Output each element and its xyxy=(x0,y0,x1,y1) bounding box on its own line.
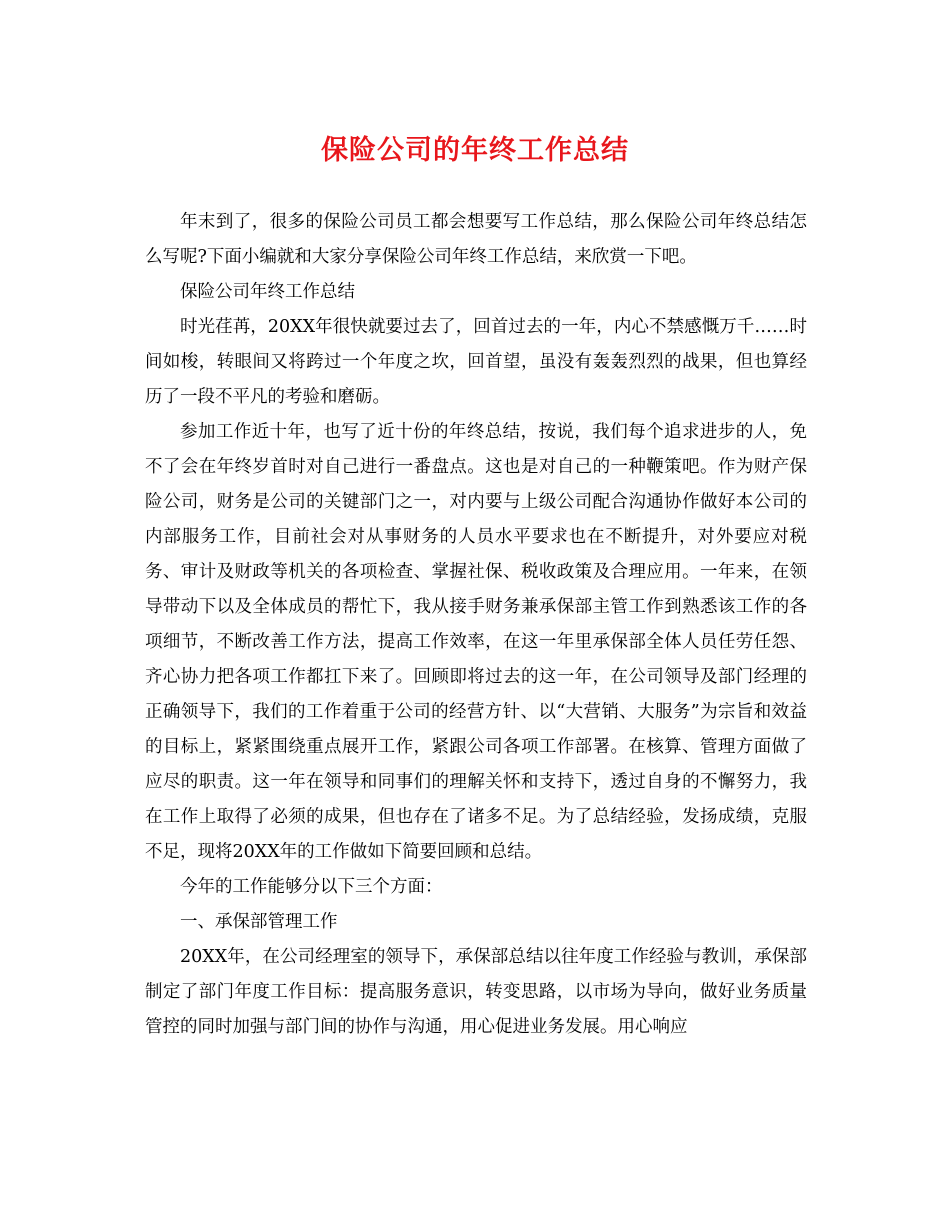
body-paragraph: 参加工作近十年，也写了近十份的年终总结，按说，我们每个追求进步的人，免不了会在年终岁首时对自己进行一番盘点。这也是对自己的一种鞭策吧。作为财产保险公司，财务是公司的关键部门之一，对内要与上级公司配合沟通协作做好本公司的内部服务工作，目前社会对从事财务的人员水平要求也在不断提升，对外要应对税务、审计及财政等机关的各项检查、掌握社保、税收政策及合理应用。一年来，在领导带动下以及全体成员的帮忙下，我从接手财务兼承保部主管工作到熟悉该工作的各项细节，不断改善工作方法，提高工作效率，在这一年里承保部全体人员任劳任怨、齐心协力把各项工作都扛下来了。回顾即将过去的这一年，在公司领导及部门经理的正确领导下，我们的工作着重于公司的经营方针、以“大营销、大服务”为宗旨和效益的目标上，紧紧围绕重点展开工作，紧跟公司各项工作部署。在核算、管理方面做了应尽的职责。这一年在领导和同事们的理解关怀和支持下，透过自身的不懈努力，我在工作上取得了必须的成果，但也存在了诸多不足。为了总结经验，发扬成绩，克服不足，现将20XX年的工作做如下简要回顾和总结。 xyxy=(145,422,807,862)
body-paragraph: 时光荏苒，20XX年很快就要过去了，回首过去的一年，内心不禁感慨万千……时间如梭，转眼间又将跨过一个年度之坎，回首望，虽没有轰轰烈烈的战果，但也算经历了一段不平凡的考验和磨砺。 xyxy=(145,317,807,407)
intro-paragraph: 年末到了，很多的保险公司员工都会想要写工作总结，那么保险公司年终总结怎么写呢?下面小编就和大家分享保险公司年终工作总结，来欣赏一下吧。 xyxy=(145,212,807,267)
document-body xyxy=(145,205,807,1045)
subtitle-paragraph: 保险公司年终工作总结 xyxy=(180,282,355,302)
body-paragraph: 今年的工作能够分以下三个方面： xyxy=(180,877,443,897)
section-heading: 一、承保部管理工作 xyxy=(180,912,338,932)
document-title: 保险公司的年终工作总结 xyxy=(321,135,629,166)
body-paragraph: 20XX年，在公司经理室的领导下，承保部总结以往年度工作经验与教训，承保部制定了部门年度工作目标：提高服务意识，转变思路，以市场为导向，做好业务质量管控的同时加强与部门间的协作与沟通，用心促进业务发展。用心响应 xyxy=(145,947,807,1037)
